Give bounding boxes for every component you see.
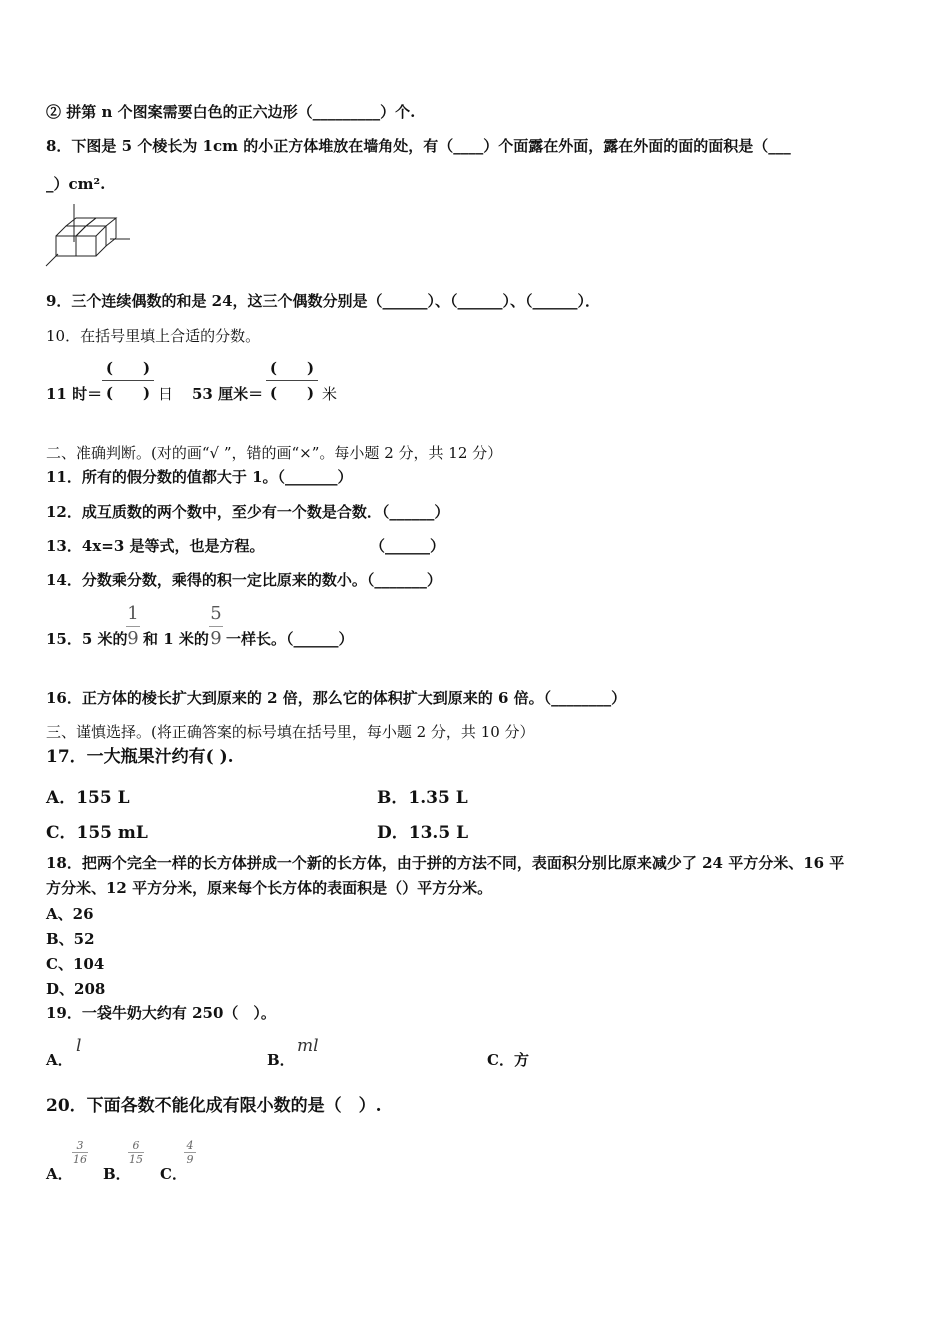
q18-option-c[interactable]: C、104 xyxy=(46,955,105,973)
q16: 16．正方体的棱长扩大到原来的 2 倍，那么它的体积扩大到原来的 6 倍。（________） xyxy=(46,689,627,707)
q18-line1: 18．把两个完全一样的长方体拼成一个新的长方体，由于拼的方法不同，表面积分别比原来减少了 24 平方分米、16 平 xyxy=(46,854,845,872)
q10-left-fraction xyxy=(102,358,154,403)
q10-left-denominator: ( ) xyxy=(105,384,151,402)
q10-stem: 10．在括号里填上合适的分数。 xyxy=(46,327,261,345)
q17-option-b[interactable]: B．1.35 L xyxy=(377,788,468,808)
q17-option-c[interactable]: C．155 mL xyxy=(46,823,148,843)
q20-option-a-den: 16 xyxy=(73,1153,87,1166)
section-2-heading: 二、准确判断。(对的画“√ ”，错的画“×”。每小题 2 分，共 12 分） xyxy=(46,444,503,462)
q15-fraction-1 xyxy=(126,605,140,648)
q14: 14．分数乘分数，乘得的积一定比原来的数小。（_______） xyxy=(46,571,442,589)
cube-2 xyxy=(76,236,96,256)
q20-option-a-fraction xyxy=(72,1140,88,1165)
q15-fraction-1-num: 1 xyxy=(127,603,139,624)
q19-option-b-unit: ml xyxy=(297,1036,319,1056)
q10-right-label: 53 厘米＝ xyxy=(192,385,264,403)
q10-left-unit: 日 xyxy=(158,385,174,403)
q10-right-unit: 米 xyxy=(322,385,338,403)
q15-fraction-1-den: 9 xyxy=(127,628,139,649)
q15-prefix: 15．5 米的 xyxy=(46,630,128,648)
q10-right-fraction xyxy=(266,358,318,403)
q7-part2: ② 拼第 n 个图案需要白色的正六边形（_________）个. xyxy=(46,103,416,121)
q15-fraction-2-num: 5 xyxy=(210,603,222,624)
q10-left-numerator: ( ) xyxy=(105,359,151,377)
q20-option-b-fraction xyxy=(128,1140,144,1165)
q8-line2: _）cm². xyxy=(46,175,106,193)
q20-option-a-label[interactable]: A． xyxy=(46,1165,73,1183)
q17-option-a[interactable]: A．155 L xyxy=(46,788,130,808)
cube-1 xyxy=(56,236,76,256)
q18-line2: 方分米、12 平方分米，原来每个长方体的表面积是（）平方分米。 xyxy=(46,879,493,897)
q19-option-b-label[interactable]: B． xyxy=(267,1051,295,1069)
q13-blank: （______） xyxy=(370,537,446,555)
q20-option-b-label[interactable]: B． xyxy=(103,1165,131,1183)
q20-stem: 20．下面各数不能化成有限小数的是（ ）. xyxy=(46,1096,382,1116)
cube-stack-figure xyxy=(44,202,134,270)
q19-option-a-unit: l xyxy=(76,1036,82,1056)
q15-fraction-2-den: 9 xyxy=(210,628,222,649)
q10-right-numerator: ( ) xyxy=(269,359,315,377)
q15-fraction-2 xyxy=(209,605,223,648)
q20-option-b-num: 6 xyxy=(132,1139,140,1152)
q15-mid: 和 1 米的 xyxy=(143,630,209,648)
q12: 12．成互质数的两个数中，至少有一个数是合数．（______） xyxy=(46,503,450,521)
q9: 9．三个连续偶数的和是 24，这三个偶数分别是（______）、（______）、（______）． xyxy=(46,292,601,310)
q10-left-label: 11 时＝ xyxy=(46,385,103,403)
q19-stem: 19．一袋牛奶大约有 250（ ）。 xyxy=(46,1004,276,1022)
q18-option-b[interactable]: B、52 xyxy=(46,930,95,948)
q18-option-a[interactable]: A、26 xyxy=(46,905,94,923)
section-3-heading: 三、谨慎选择。(将正确答案的标号填在括号里，每小题 2 分，共 10 分） xyxy=(46,723,535,741)
q20-option-a-num: 3 xyxy=(76,1139,84,1152)
q10-right-denominator: ( ) xyxy=(269,384,315,402)
q11: 11．所有的假分数的值都大于 1。（_______） xyxy=(46,468,353,486)
q20-option-b-den: 15 xyxy=(129,1153,143,1166)
q20-option-c-num: 4 xyxy=(186,1139,194,1152)
q15-suffix: 一样长。（______） xyxy=(226,630,354,648)
q17-option-d[interactable]: D．13.5 L xyxy=(377,823,469,843)
q18-option-d[interactable]: D、208 xyxy=(46,980,106,998)
q13: 13．4x=3 是等式，也是方程。 xyxy=(46,537,265,555)
q8-line1: 8．下图是 5 个棱长为 1cm 的小正方体堆放在墙角处，有（____）个面露在外面，露在外面的面的面积是（___ xyxy=(46,137,791,155)
q20-option-c-den: 9 xyxy=(186,1153,194,1166)
q20-option-c-label[interactable]: C． xyxy=(160,1165,187,1183)
q19-option-c[interactable]: C．方 xyxy=(487,1051,529,1069)
q19-option-a-label[interactable]: A． xyxy=(46,1051,73,1069)
q20-option-c-fraction xyxy=(184,1140,196,1165)
q17-stem: 17．一大瓶果汁约有( ). xyxy=(46,747,234,767)
